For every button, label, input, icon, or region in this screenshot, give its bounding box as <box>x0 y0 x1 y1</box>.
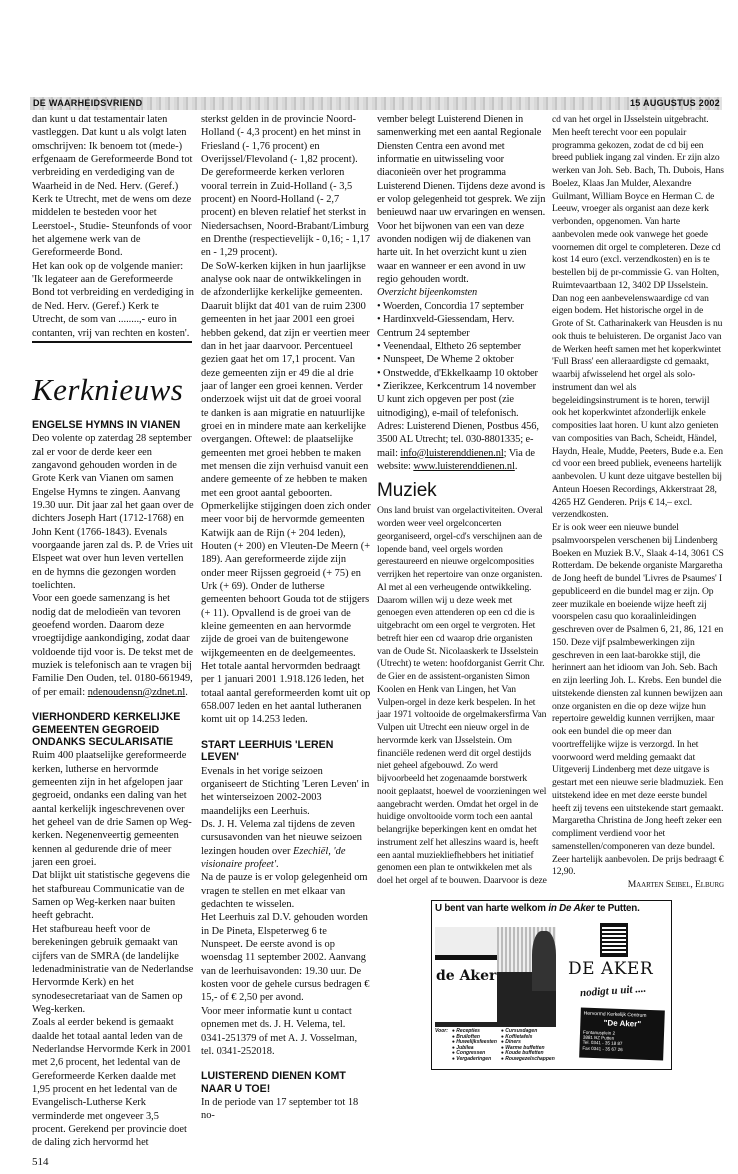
list-item: ● Koffietafels <box>501 1035 555 1041</box>
ad-slogan: nodigt u uit .... <box>579 982 647 1000</box>
list-item: • Zierikzee, Kerkcentrum 14 november <box>377 380 537 392</box>
list-item: • Hardinxveld-Giessendam, Herv. Centrum 24 september <box>377 314 515 339</box>
list-item: • Woerden, Concordia 17 september <box>377 300 524 312</box>
fax: Fax 0341 - 35 67 26 <box>582 1045 623 1052</box>
advertisement-de-aker[interactable] <box>431 900 672 1070</box>
services-list-a <box>452 1029 497 1062</box>
paragraph: Het totale aantal hervormden bedraagt per 1 januari 2001 1.918.126 leden, het totaal aantal gereformeerden komt uit op 658.007 leden en het aantal lutheranen komt uit op 14.253 leden. <box>201 661 371 726</box>
list-item: ● Cursusdagen <box>501 1029 555 1035</box>
text: te Putten. <box>594 903 640 914</box>
box-subtitle: Hervormd Kerkelijk Centrum <box>583 1010 647 1019</box>
paragraph: In de periode van 17 september tot 18 no- <box>201 1097 359 1122</box>
paragraph: sterkst gelden in de provincie Noord-Holland (- 4,3 procent) en het minst in Friesland (- 1,76 procent) en Overijssel/Flevoland (- 1,82 procent). De gereformeerde kerken verloren vooral terrein in Zuid-Holland (- 3,5 procent) en Noord-Holland (- 2,7 procent) en bleven relatief het sterkst in Niedersachsen, Noord-Brabant/Limburg en Drenthe (respectievelijk - 0,16; - 1,17 en - 1,29 procent). <box>201 114 371 259</box>
page-number: 514 <box>32 1156 49 1168</box>
paragraph: Daarom willen wij u deze week met genoegen even attenderen op een cd die is uitgebracht om een orgel te vergroten. Het betreft hier een cd waarop drie organisten van de Oude St. Nicolaaskerk te IJsselstein (Utrecht) te weten: hoofdorganist Gerrit Chr. de Gier en de assistent-organisten Simon Koolen en Henk van Lingen, het Van Vulpen-orgel in deze kerk bespelen. In het jaar 1971 voltooide de orgelmakersfirma Van Vulpen uit Utrecht een nieuw orgel in de hervormde kerk van IJsselstein. Om financiële redenen werd dit orgel destijds niet geheel afgebouwd. Zo werd bijvoorbeeld het zogenaamde borstwerk nooit geplaatst, hoewel de voorzieningen wel aangebracht werden. Omdat het orgel in de huidige onvoltooide vorm toch een aantal belangrijke beperkingen kent en omdat het instrument zelf het alleszins waard is, heeft een aantal muziekliefhebbers het initiatief genomen een plan te ontwikkelen met als doel het orgel af te bouwen. Daarvoor is deze <box>377 594 547 887</box>
paragraph: Er is ook weer een nieuwe bundel psalmvoorspelen verschenen bij Lindenberg Boeken en Muziek B.V., Slaak 4-14, 3061 CS Rotterdam. De bekende organiste Margaretha de Jong heeft de bundel 'Livres de Psaumes' I gepubliceerd en die bundel mag er zijn. Op zeer muzikale en boeiende wijze heeft zij voorspelen casu quo koraalinleidingen geschreven over de Psalmen 6, 21, 86, 121 en 150. Deze vijf psalmbewerkingen zijn geschreven in een laat-barokke stijl, die herinnert aan het idioom van Joh. Seb. Bach en zijn leerling Joh. L. Krebs. Een bundel die uitstekende diensten zal kunnen bewijzen aan onze organisten en die op deze wijze hun repertoire geweldig kunnen verrijken, maar ook een bundel die op meer dan voortreffelijke wijze is verzorgd. In het voorwoord werd melding gemaakt dat Uitgeverij Lindenberg met deze uitgave is gestart met een nieuwe serie bladmuziek. Een uitstekend idee en met deze eerste bundel heeft zij tevens een uitstekende start gemaakt. Margaretha Christina de Jong heeft zeker een compliment verdiend voor het samenstellen/componeren van deze bundel. Zeer hartelijk aanbevolen. De prijs bedraagt € 12,90. <box>552 522 724 878</box>
paragraph: Het Leerhuis zal D.V. gehouden worden in De Pineta, Elspeterweg 6 te Nunspeet. De eerste avond is op woensdag 11 september 2002. Aanvang van de leerhuisavonden: 19.30 uur. De kosten voor de gehele cursus bedragen € 15,- of € 2,50 per avond. <box>201 912 370 1004</box>
paragraph: Het stafbureau heeft voor de berekeningen gebruik gemaakt van cijfers van de SMRA (de landelijke ledenadministratie van de Nederlandse Hervormde Kerk) en het synodesecretariaat van de Samen op Weg-kerken. <box>32 923 194 1015</box>
address-line: 3881 BZ Putten <box>582 1034 615 1041</box>
email-link[interactable]: ndenoudensn@zdnet.nl <box>87 686 186 698</box>
box-name: "De Aker" <box>603 1018 642 1029</box>
building-photo <box>435 927 556 1027</box>
issue-date: 15 AUGUSTUS 2002 <box>629 98 720 108</box>
list-item: ● Congressen <box>452 1051 497 1057</box>
list-item: • Nunspeet, De Wheme 2 oktober <box>377 354 514 366</box>
list-item: • Onstwedde, d'Ekkelkaamp 10 oktober <box>377 367 538 379</box>
services-list-b <box>501 1029 555 1062</box>
list-item: ● Bruiloften <box>452 1035 497 1041</box>
list-item: ● Warme buffetten <box>501 1046 555 1052</box>
paragraph: Opmerkelijke stijgingen doen zich onder meer voor bij de hervormde gemeenten Katwijk aan de Rijn (+ 204 leden), Houten (+ 200) en Vleuten-De Meern (+ 189). Aan gereformeerde zijde zijn onder meer Rijssen gegroeid (+ 75) en Urk (+ 69). Onder de lutherse gemeenten behoort Gouda tot de stijgers (+ 11). Opvallend is de groei van de kleine gemeenten en aan hervormde zijde de groei van de buitengewone wijkgemeenten en de deelgemeentes. <box>201 500 371 659</box>
ad-contact-box <box>579 1008 665 1061</box>
text: ; Via de website: <box>377 447 535 472</box>
article-heading: LUISTEREND DIENEN KOMT NAAR U TOE! <box>201 1070 346 1095</box>
paragraph: Ons land bruist van orgelactiviteiten. Overal worden weer veel orgelconcerten georganiseerd, orgel-cd's verschijnen aan de lopende band, veel orgels worden gerestaureerd en nieuwe orgelcomposities verrijken het repertoire van onze organisten. Al met al een verheugende ontwikkeling. <box>377 505 543 593</box>
paragraph: Na de pauze is er volop gelegenheid om vragen te stellen en met elkaar van gedachten te wisselen. <box>201 872 368 911</box>
paragraph: dan kunt u dat testamentair laten vastleggen. Dat kunt u als volgt laten omschrijven: Ik benoem tot (mede-) erfgenaam de Gereformeerde Bond tot verbreiding en verdediging van de Waarheid in de Ned. Herv. (Geref.) Kerk te Utrecht, met de wens om deze middelen te besteden voor het Leerstoel-, Studie- Steunfonds of voor het algemene werk van de Gereformeerde Bond. <box>32 114 193 259</box>
address-line: Fontanusplein 2 <box>582 1029 616 1036</box>
list-item: ● Recepties <box>452 1029 497 1035</box>
list-item: • Veenendaal, Eltheto 26 september <box>377 340 522 352</box>
ad-services <box>435 1029 555 1062</box>
divider <box>32 341 192 343</box>
text: U bent van harte welkom <box>435 903 549 914</box>
email-link[interactable]: info@luisterenddienen.nl <box>400 447 504 459</box>
paragraph: Het kan ook op de volgende manier: 'Ik legateer aan de Gereformeerde Bond tot verbreiding en verdediging in de Ned. Herv. (Geref.) Kerk te Utrecht, de som van ........,- euro in contanten, vrij van rechten en kosten'. <box>32 260 194 339</box>
sign-text: de Aker <box>436 968 497 984</box>
list-item: ● Jubilea <box>452 1046 497 1052</box>
paragraph <box>201 818 371 871</box>
section-heading-muziek: Muziek <box>377 480 437 502</box>
overview-label: Overzicht bijeenkomsten <box>377 287 478 299</box>
article-heading: START LEERHUIS 'LEREN LEVEN' <box>201 738 334 764</box>
paragraph: cd van het orgel in IJsselstein uitgebracht. Men heeft terecht voor een populair programma gekozen, zodat de cd bij een breed publiek ingang zal vinden. Er zijn alzo werken van Joh. Seb. Bach, Th. Dubois, Hans Boelez, Klaas Jan Mulder, Alexandre Guilmant, William Boyce en Herman C. de Leeuw, vroeger als organist aan deze kerk verbonden, opgenomen. Van harte aanbevolen mede ook vanwege het goede voornemen dit orgel te completeren. Deze cd kost 14 euro (excl. verzendkosten) en is te bestellen bij de pr-commissie G. van Holten, Ruimtevaartbaan 12, 3402 DP IJsselstein. <box>552 114 724 291</box>
ad-title <box>435 903 668 914</box>
author-signature: Maarten Seibel, Elburg <box>627 879 724 890</box>
text: Voor een goede samenzang is het nodig dat de melodieën van tevoren geoefend worden. Daarom deze vroegtijdige aankondiging, zodat daar voldoende tijd voor is. De tekst met de muziek is telefonisch aan te vragen bij Familie Den Ouden, tel. 0180-661949, of per email: <box>32 593 194 698</box>
text: U kunt zich opgeven per post (zie uitnodiging), e-mail of telefonisch. Adres: Luisterend Dienen, Postbus 456, 3500 AL Utrecht; tel. 030-8801335; e-mail: <box>377 394 539 459</box>
column-2 <box>201 113 371 1123</box>
for-label: Voor: <box>435 1028 448 1034</box>
text: Ezechiël, 'de visionaire profeet' <box>201 845 346 871</box>
text: . <box>276 859 279 871</box>
paragraph: Voor een goede samenzang is het nodig dat de melodieën van tevoren geoefend worden. Daarom deze vroegtijdige aankondiging, zodat daar voldoende tijd voor is. De tekst met de muziek is telefonisch aan te vragen bij Familie Den Ouden, tel. 0180-661949, of per email: ndenoudensn@zdnet.nl. <box>32 593 194 698</box>
phone: Tel. 0341 - 35 18 87 <box>582 1040 623 1047</box>
column-1 <box>32 113 194 1150</box>
building-sign <box>435 955 497 1022</box>
article-heading: ENGELSE HYMNS IN VIANEN <box>32 418 181 431</box>
paragraph: Voor het bijwonen van een van deze avonden nodigen wij de diakenen van harte uit. In het overzicht kunt u zien waar en wanneer er een avond in uw regio gehouden wordt. <box>377 220 531 286</box>
masthead: DE WAARHEIDSVRIEND <box>33 98 143 108</box>
paragraph: Voor meer informatie kunt u contact opnemen met ds. J. H. Velema, tel. 0341-251379 of met A. J. Vosselman, tel. 0341-252018. <box>201 1005 358 1057</box>
paragraph: Deo volente op zaterdag 28 september zal er voor de derde keer een zangavond gehouden worden in de Grote Kerk van Vianen om samen Engelse Hymns te zingen. Aanvang 19.30 uur. Dit jaar zal het gaan over de dichters Joseph Hart (1712-1768) en John Kent (1766-1843). Evenals voorgaande jaren zal ds. P. de Vries uit Elspeet wat over hun leven vertellen en de hymns die gezongen worden toelichten. <box>32 433 194 592</box>
list-item: ● Diners <box>501 1040 555 1046</box>
article-heading: VIERHONDERD KERKELIJKE GEMEENTEN GEGROEID ONDANKS SECULARISATIE <box>32 711 181 748</box>
photo-tree <box>532 931 556 991</box>
ad-brand: DE AKER <box>568 959 654 979</box>
list-item: ● Rouwgezelschappen <box>501 1057 555 1063</box>
paragraph: Dan nog een aanbevelenswaardige cd van eigen bodem. Het historische orgel in de Grote of St. Catharinakerk van Heusden is nu ook thuis te beluisteren. De organist Jaco van de Werken heeft samen met het koperkwintet 'Full Brass' een alleraardigste cd gemaakt, waarbij afwisselend het orgel als solo-instrument dan wel als begeleidingsinstrument is te horen, terwijl ook het koperkwintet afzonderlijk enkele composities laat horen. U kunt alzo genieten van composities van Bach, Scheidt, Händel, Haydn, Heale, Mudde, Peeters, Bude e.a. Een cd voor een breed publiek, eveneens hartelijk aanbevolen. U kunt deze uitgave bestellen bij Anteun Hoesen Recordings, Akkerstraat 28, 4265 HZ Genderen. Prijs € 14,– excl. verzendkosten. <box>552 292 723 521</box>
website-link[interactable]: www.luisterenddienen.nl <box>413 460 515 472</box>
paragraph: Ruim 400 plaatselijke gereformeerde kerken, lutherse en hervormde gemeenten zijn in het afgelopen jaar gegroeid, ondanks een daling van het aantal kerkelijk ingeschrevenen over het geheel van de drie Samen op Weg-kerken. Negenenveertig gemeenten kennen al gedurende drie of meer jaren een groei. <box>32 750 192 869</box>
text: Ds. J. H. Velema zal tijdens de zeven cursusavonden van het nieuwe seizoen lezingen houden over <box>201 819 362 857</box>
paragraph: vember belegt Luisterend Dienen in samenwerking met een aantal Regionale Diensten Centra een avond met informatie en uitwisseling voor diaconieën over het programma Luisterend Dienen. Tijdens deze avond is er volop gelegenheid tot gesprek. We zijn benieuwd naar uw ervaringen en wensen. <box>377 114 546 219</box>
paragraph <box>377 393 547 473</box>
text: in De Aker <box>548 903 595 914</box>
column-3 <box>377 113 547 888</box>
text: . <box>514 460 518 472</box>
paragraph: Zoals al eerder bekend is gemaakt daalde het totaal aantal leden van de Nederlandse Hervormde Kerk in 2001 met 2,6 procent, het ledental van de Gereformeerde Kerken daalde met 1,95 procent en het ledental van de Evangelisch-Lutherse Kerk verminderde met ongeveer 3,5 procent. Gerekend per provincie doet de daling zich hervormd het <box>32 1017 192 1149</box>
column-4 <box>552 114 724 892</box>
list-item: ● Koude buffetten <box>501 1051 555 1057</box>
well-logo-icon <box>600 923 628 957</box>
paragraph: Evenals in het vorige seizoen organiseert de Stichting 'Leren Leven' in het winterseizoen 2002-2003 maandelijks een Leerhuis. <box>201 765 370 817</box>
list-item: ● Huwelijksfeesten <box>452 1040 497 1046</box>
section-title: Kerknieuws <box>32 371 184 407</box>
list-item: ● Vergaderingen <box>452 1057 497 1063</box>
paragraph: De SoW-kerken kijken in hun jaarlijkse analyse ook naar de ontwikkelingen in de afzonderlijke kerkelijke gemeenten. Daaruit blijkt dat 401 van de ruim 2300 gemeenten in het jaar 2001 een groei hebben gekend, dat zijn er veertien meer dan in het jaar daarvoor. Percentueel gezien gaat het om 17,1 procent. Van deze gemeenten zijn er 49 die al drie jaar of langer een groei kennen. Verder onderzoek wijst uit dat de groei vooral te danken is aan migratie en natuurlijke groei en in mindere mate aan kerkelijke overgangen. Oftewel: de plaatselijke gemeenten met groei hebben te maken met mensen die zijn verhuisd vanuit een andere gemeente of ze hebben te maken met een groot aantal geboorten. <box>201 260 370 499</box>
paragraph: Dat blijkt uit statistische gegevens die het stafbureau Communicatie van de Samen op Weg-kerken naar buiten heeft gebracht. <box>32 870 190 922</box>
